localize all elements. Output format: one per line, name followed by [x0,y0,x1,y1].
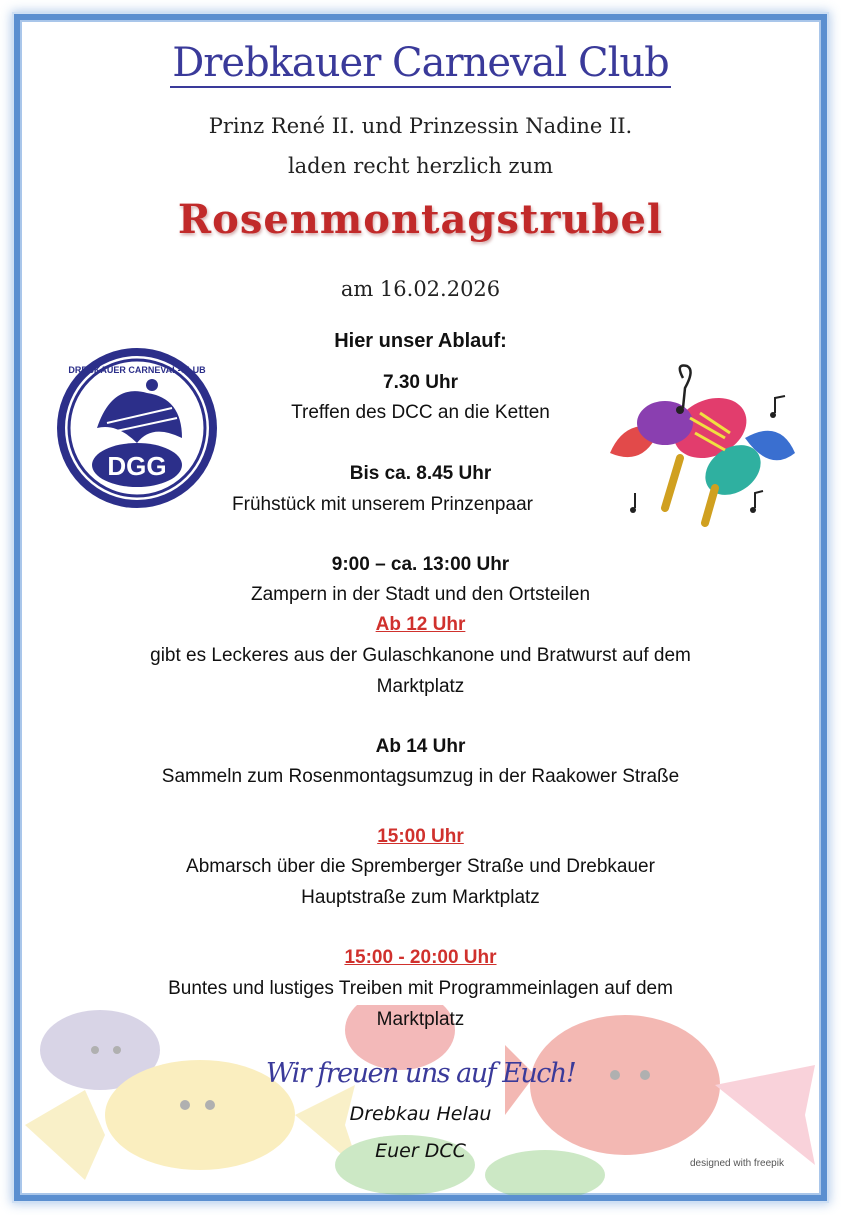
agenda-heading: Hier unser Ablauf: [334,330,507,352]
invitation-line-1: Prinz René II. und Prinzessin Nadine II. [208,114,633,138]
event-date: am 16.02.2026 [340,277,501,301]
agenda-time: Ab 14 Uhr [375,736,466,757]
agenda-time-highlight: 15:00 Uhr [377,826,464,847]
agenda-text: Abmarsch über die Spremberger Straße und Drebkauer [186,856,655,877]
closing-line-1: Drebkau Helau [349,1103,492,1125]
agenda-text: Marktplatz [376,676,465,697]
closing-title: Wir freuen uns auf Euch! [265,1058,576,1089]
event-title: Rosenmontagstrubel [177,196,664,243]
agenda-text: Zampern in der Stadt und den Ortsteilen [250,584,591,605]
agenda-text: Buntes und lustiges Treiben mit Programmeinlagen auf dem [168,978,673,999]
agenda-text: Hauptstraße zum Marktplatz [301,887,540,908]
agenda-time-highlight: 15:00 - 20:00 Uhr [344,947,497,968]
club-logo [52,343,222,513]
agenda-text: Sammeln zum Rosenmontagsumzug in der Raakower Straße [161,766,680,787]
club-title: Drebkauer Carneval Club [172,40,669,86]
invitation-line-2: laden recht herzlich zum [287,154,554,178]
logo-text: DGG [107,451,167,481]
credit-text: designed with freepik [690,1158,784,1169]
agenda-time: 9:00 – ca. 13:00 Uhr [331,554,510,575]
agenda-text: Frühstück mit unserem Prinzenpaar [232,494,533,515]
logo-ring-text: DREBKAUER CARNEVAL-CLUB [68,365,206,375]
agenda-time: 7.30 Uhr [383,372,458,393]
agenda-text: Treffen des DCC an die Ketten [291,402,550,423]
agenda-text: gibt es Leckeres aus der Gulaschkanone und Bratwurst auf dem [150,645,691,666]
agenda-time-highlight: Ab 12 Uhr [375,614,466,635]
closing-line-2: Euer DCC [375,1140,466,1162]
agenda-time: Bis ca. 8.45 Uhr [349,463,492,484]
agenda-text: Marktplatz [376,1009,465,1030]
